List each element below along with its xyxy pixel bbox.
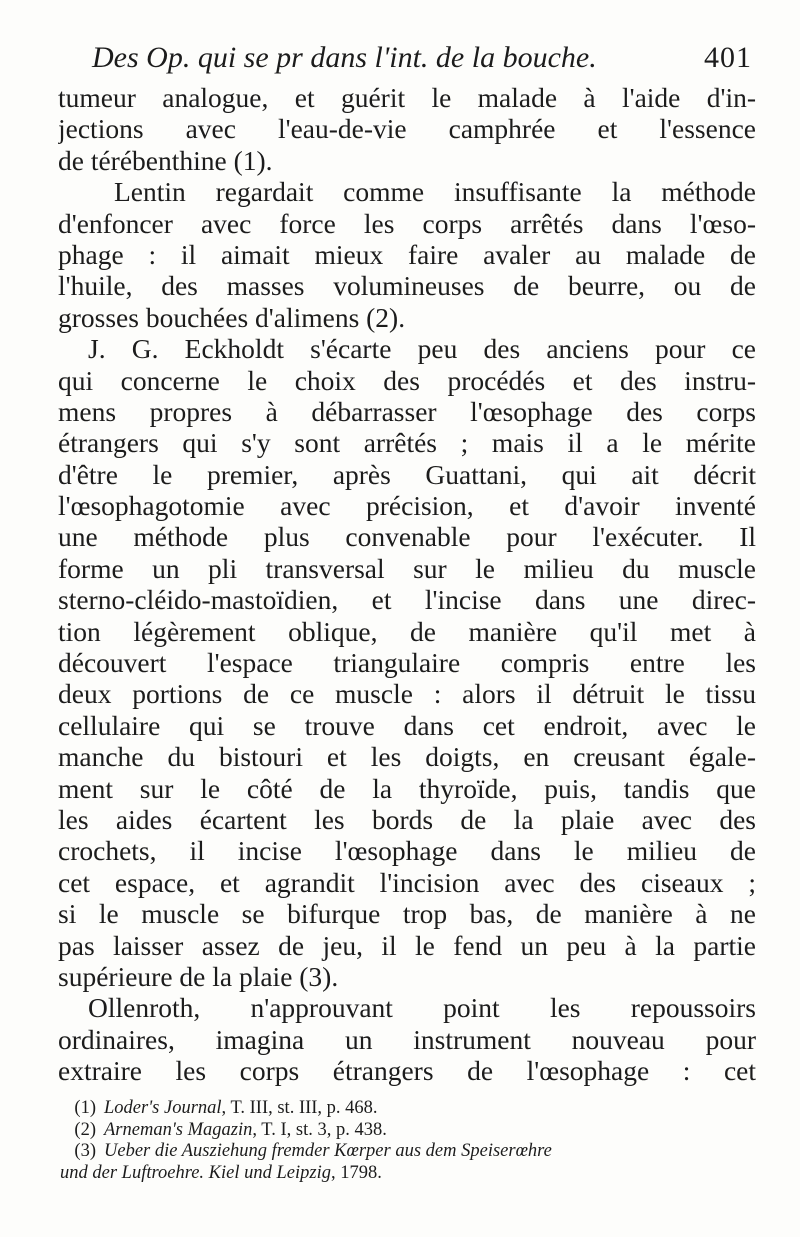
body-line: mens propres à débarrasser l'œsophage des corps	[58, 395, 756, 427]
body-line: extraire les corps étrangers de l'œsophage : cet	[58, 1055, 756, 1087]
footnote-marker: (3)	[74, 1141, 96, 1161]
body-line: de térébenthine (1).	[58, 144, 273, 176]
body-line: ordinaires, imagina un instrument nouveau pour	[58, 1023, 756, 1055]
body-line: jections avec l'eau-de-vie camphrée et l'essence	[58, 113, 756, 145]
body-line: forme un pli transversal sur le milieu du muscle	[58, 552, 756, 584]
body-line: grosses bouchées d'alimens (2).	[58, 301, 406, 333]
body-text	[58, 82, 756, 1087]
body-line: cet espace, et agrandit l'incision avec des ciseaux ;	[58, 866, 756, 898]
body-line: d'enfoncer avec force les corps arrêtés dans l'œso-	[58, 207, 756, 239]
body-line: pas laisser assez de jeu, il le fend un peu à la partie	[58, 929, 756, 961]
body-line: cellulaire qui se trouve dans cet endroit, avec le	[58, 709, 756, 741]
footnote-source: Loder's Journal	[104, 1098, 222, 1118]
body-line: étrangers qui s'y sont arrêtés ; mais il a le mérite	[58, 427, 756, 459]
paragraph-start-line: J. G. Eckholdt s'écarte peu des anciens pour ce	[88, 333, 756, 365]
body-line: tumeur analogue, et guérit le malade à l'aide d'in-	[58, 82, 756, 113]
footnote-citation: , T. III, st. III, p. 468.	[221, 1098, 378, 1118]
body-line: tion légèrement oblique, de manière qu'il met à	[58, 615, 756, 647]
body-line: ment sur le côté de la thyroïde, puis, tandis que	[58, 772, 756, 804]
footnote-marker: (1)	[74, 1098, 96, 1118]
footnote-marker: (2)	[74, 1119, 96, 1140]
body-line: les aides écartent les bords de la plaie avec des	[58, 803, 756, 835]
body-line: crochets, il incise l'œsophage dans le milieu de	[58, 835, 756, 867]
footnote-citation: , 1798.	[331, 1162, 382, 1183]
footnote	[60, 1098, 756, 1120]
body-line: une méthode plus convenable pour l'exécuter. Il	[58, 521, 756, 553]
footnote	[60, 1141, 756, 1163]
running-head-title: Des Op. qui se pr dans l'int. de la bouche.	[92, 41, 597, 74]
footnote-continuation	[60, 1163, 756, 1185]
body-line: supérieure de la plaie (3).	[58, 960, 339, 992]
body-line: si le muscle se bifurque trop bas, de manière à ne	[58, 898, 756, 930]
paragraph-start-line: Ollenroth, n'approuvant point les repoussoirs	[88, 992, 756, 1024]
page-number: 401	[704, 41, 752, 74]
footnote-source: Arneman's Magazin	[104, 1119, 253, 1140]
body-line: phage : il aimait mieux faire avaler au malade de	[58, 238, 756, 270]
body-line: deux portions de ce muscle : alors il détruit le tissu	[58, 678, 756, 710]
footnotes	[60, 1098, 756, 1184]
body-line: qui concerne le choix des procédés et des instru-	[58, 364, 756, 396]
footnote-source: und der Luftroehre. Kiel und Leipzig	[60, 1162, 331, 1183]
footnote	[60, 1120, 756, 1142]
running-head	[92, 38, 752, 78]
paragraph-start-line: Lentin regardait comme insuffisante la méthode	[114, 176, 756, 208]
footnote-citation: , T. I, st. 3, p. 438.	[252, 1119, 387, 1140]
body-line: sterno-cléido-mastoïdien, et l'incise dans une direc-	[58, 584, 756, 616]
body-line: manche du bistouri et les doigts, en creusant égale-	[58, 741, 756, 773]
body-line: l'huile, des masses volumineuses de beurre, ou de	[58, 270, 756, 302]
footnote-source: Ueber die Ausziehung fremder Kœrper aus dem Speiserœhre	[104, 1141, 552, 1161]
body-line: l'œsophagotomie avec précision, et d'avoir inventé	[58, 490, 756, 522]
body-line: découvert l'espace triangulaire compris entre les	[58, 647, 756, 679]
body-line: d'être le premier, après Guattani, qui ait décrit	[58, 458, 756, 490]
